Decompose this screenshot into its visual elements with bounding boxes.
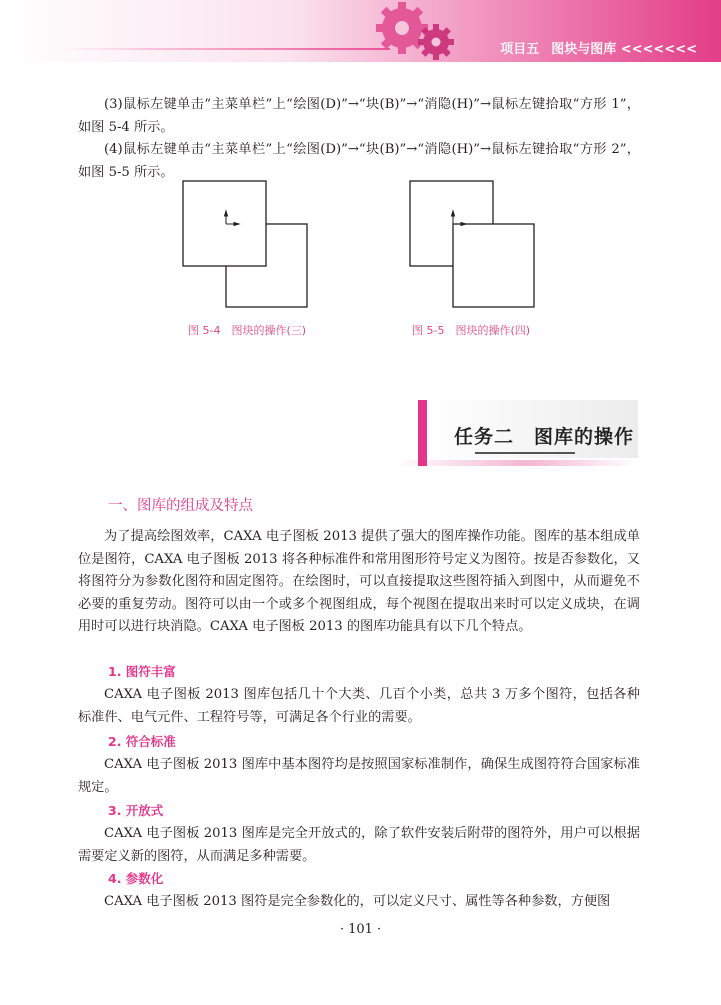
feature-3-heading: 3. 开放式 xyxy=(108,803,164,818)
step-4-text: (4)鼠标左键单击“主菜单栏”上“绘图(D)”→“块(B)”→“消隐(H)”→鼠标左键拾取“方形 2”，如图 5-5 所示。 xyxy=(78,142,640,180)
figure-5-5-caption: 图 5-5 图块的操作(四) xyxy=(412,324,531,337)
coordinate-axis-icon xyxy=(452,211,467,226)
task-banner-accent-bar xyxy=(418,400,427,466)
task-title: 任务二 图库的操作 xyxy=(454,426,635,448)
page-header xyxy=(0,0,721,62)
header-divider-line xyxy=(60,48,390,50)
intro-paragraph: 为了提高绘图效率，CAXA 电子图板 2013 提供了强大的图库操作功能。图库的基本组成单位是图符，CAXA 电子图板 2013 将各种标准件和常用图形符号定义为图符。按是否参数化，又将图符分为参数化图符和固定图符。在绘图时，可以直接提取这些图符插入到图中，从而避免不必要的重复劳动。图符可以由一个或多个视图组成，每个视图在提取出来时可以定义成块，在调用时可以进行块消隐。CAXA 电子图板 2013 的图库功能具有以下几个特点。 xyxy=(78,529,640,634)
chapter-name: 图块与图库 xyxy=(551,42,617,57)
feature-4-text: CAXA 电子图板 2013 图符是完全参数化的，可以定义尺寸、属性等各种参数，方便图 xyxy=(104,894,611,909)
figure-5-4-diagram xyxy=(180,178,310,310)
page-number: · 101 · xyxy=(339,922,382,937)
figure-5-5-diagram xyxy=(407,178,537,310)
task-banner xyxy=(418,400,638,466)
feature-1-text: CAXA 电子图板 2013 图库包括几十个大类、几百个小类，总共 3 万多个图符，包括各种标准件、电气元件、工程符号等，可满足各个行业的需要。 xyxy=(78,687,640,725)
square-1 xyxy=(183,181,266,266)
task-title-rule xyxy=(475,452,575,454)
feature-4-heading: 4. 参数化 xyxy=(108,871,164,886)
figure-5-4-caption: 图 5-4 图块的操作(三) xyxy=(188,324,307,337)
gears-decoration-icon xyxy=(350,0,460,62)
feature-2-text: CAXA 电子图板 2013 图库中基本图符均是按照国家标准制作，确保生成图符符合国家标准规定。 xyxy=(78,757,640,795)
chapter-title xyxy=(500,38,697,57)
chevrons-icon: <<<<<<< xyxy=(620,42,697,57)
step-3-text: (3)鼠标左键单击“主菜单栏”上“绘图(D)”→“块(B)”→“消隐(H)”→鼠标左键拾取“方形 1”，如图 5-4 所示。 xyxy=(78,97,640,135)
section-heading: 一、图库的组成及特点 xyxy=(108,498,253,514)
chapter-project: 项目五 xyxy=(500,42,540,57)
feature-3-text: CAXA 电子图板 2013 图库是完全开放式的，除了软件安装后附带的图符外，用户可以根据需要定义新的图符，从而满足多种需要。 xyxy=(78,826,640,864)
feature-1-heading: 1. 图符丰富 xyxy=(108,664,176,679)
square-2 xyxy=(453,224,534,307)
feature-2-heading: 2. 符合标准 xyxy=(108,734,176,749)
